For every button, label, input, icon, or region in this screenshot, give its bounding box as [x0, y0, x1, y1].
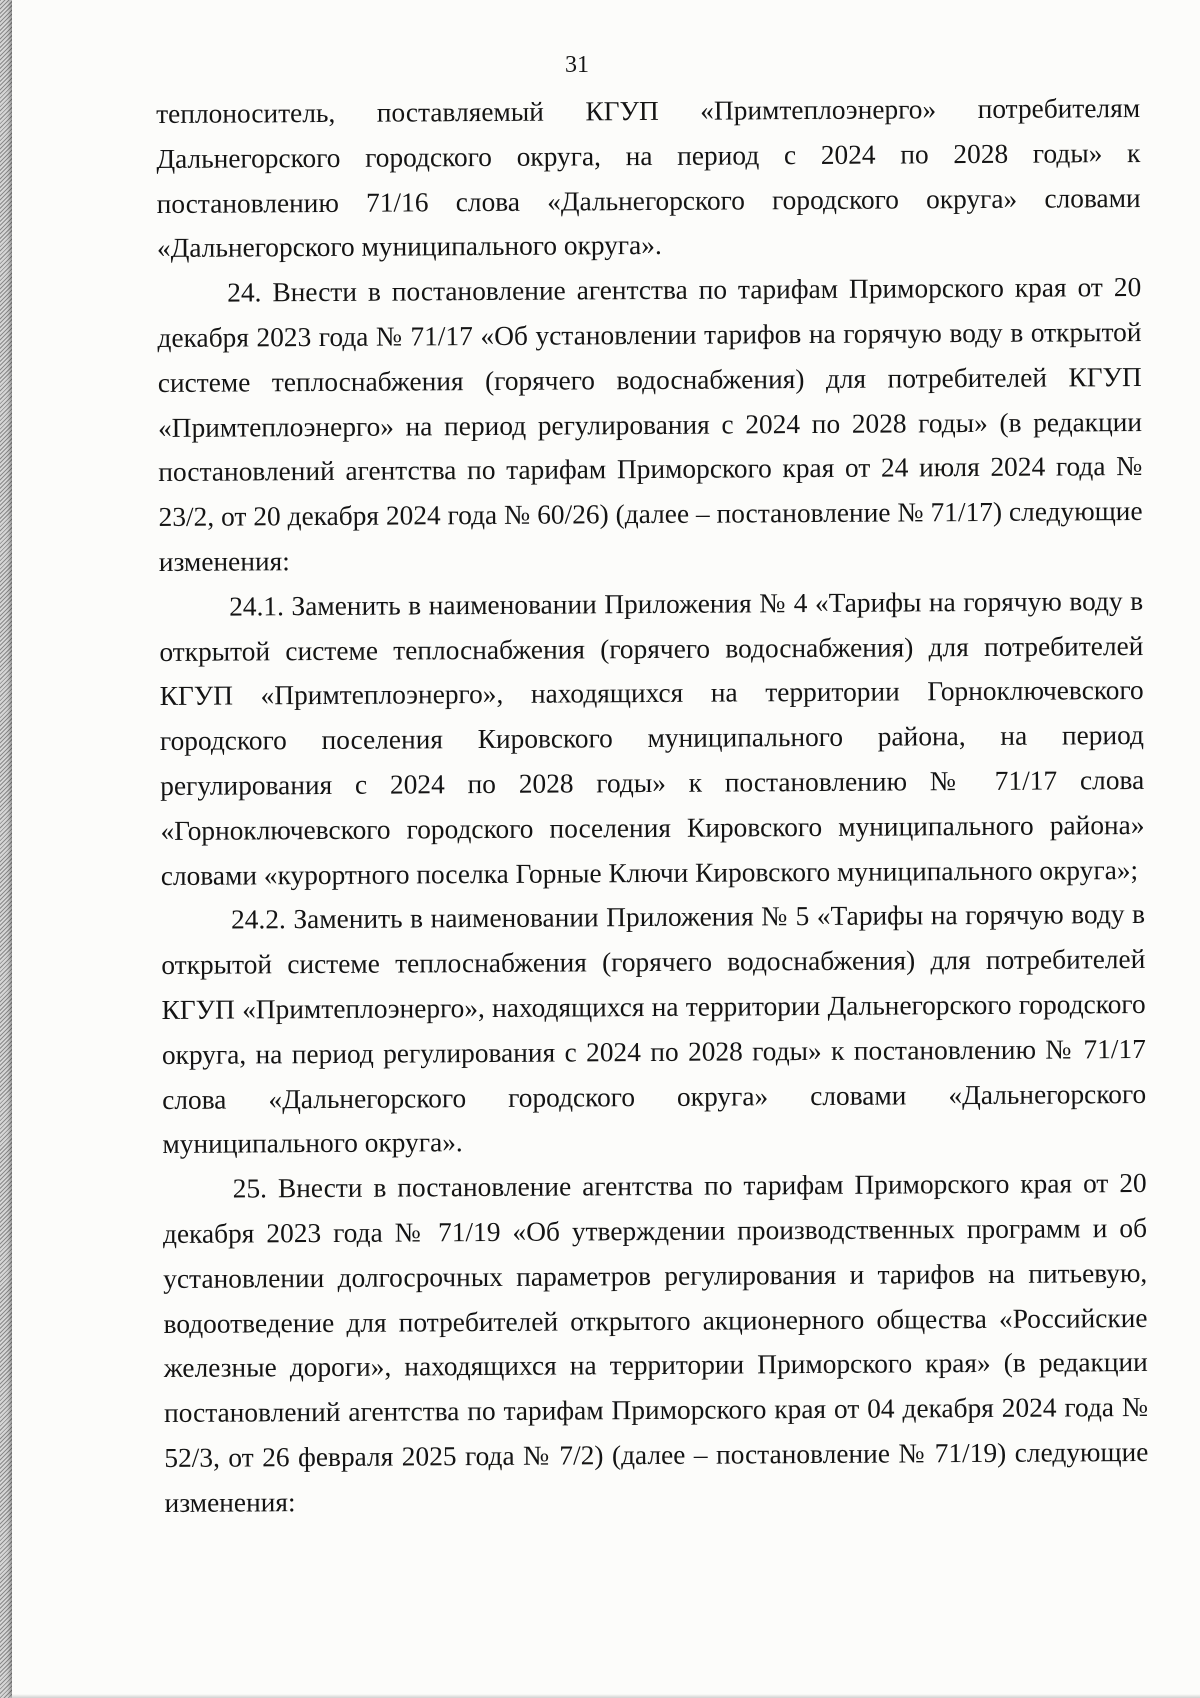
- paragraph-item-24: 24. Внести в постановление агентства по тарифам Приморского края от 20 декабря 2023 года № 71/17 «Об установлении тарифов на горячую воду в открытой системе теплоснабжения (горячего водоснабжения) для потребителей КГУП «Примтеплоэнерго» на период регулирования с 2024 по 2028 годы» (в редакции постановлений агентства по тарифам Приморского края от 24 июля 2024 года № 23/2, от 20 декабря 2024 года № 60/26) (далее – постановление № 71/17) следующие изменения:: [157, 272, 1143, 577]
- document-body: [156, 86, 1149, 1525]
- paragraph-item-25: 25. Внести в постановление агентства по тарифам Приморского края от 20 декабря 2023 года № 71/19 «Об утверждении производственных программ и об установлении долгосрочных параметров регулирования и тарифов на питьевую, водоотведение для потребителей открытого акционерного общества «Российские железные дороги», находящихся на территории Приморского края» (в редакции постановлений агентства по тарифам Приморского края от 04 декабря 2024 года № 52/3, от 26 февраля 2025 года № 7/2) (далее – постановление № 71/19) следующие изменения:: [162, 1168, 1149, 1518]
- page-bottom-edge: [12, 1694, 1200, 1698]
- paragraph-continuation: теплоноситель, поставляемый КГУП «Примтеплоэнерго» потребителям Дальнегорского городского округа, на период с 2024 по 2028 годы» к постановлению 71/16 слова «Дальнегорского городского округа» словами «Дальнегорского муниципального округа».: [156, 92, 1141, 264]
- paragraph-item-24-1: 24.1. Заменить в наименовании Приложения № 4 «Тарифы на горячую воду в открытой системе теплоснабжения (горячего водоснабжения) для потребителей КГУП «Примтеплоэнерго», находящихся на территории Горноключевского городского поселения Кировского муниципального района, на период регулирования с 2024 по 2028 годы» к постановлению № 71/17 слова «Горноключевского городского поселения Кировского муниципального района» словами «курортного поселка Горные Ключи Кировского муниципального округа»;: [159, 585, 1145, 891]
- paragraph-item-24-2: 24.2. Заменить в наименовании Приложения № 5 «Тарифы на горячую воду в открытой системе теплоснабжения (горячего водоснабжения) для потребителей КГУП «Примтеплоэнерго», находящихся на территории Дальнегорского городского округа, на период регулирования с 2024 по 2028 годы» к постановлению № 71/17 слова «Дальнегорского городского округа» словами «Дальнегорского муниципального округа».: [161, 899, 1147, 1160]
- document-page: [12, 0, 1200, 1698]
- page-number: 31: [565, 52, 589, 78]
